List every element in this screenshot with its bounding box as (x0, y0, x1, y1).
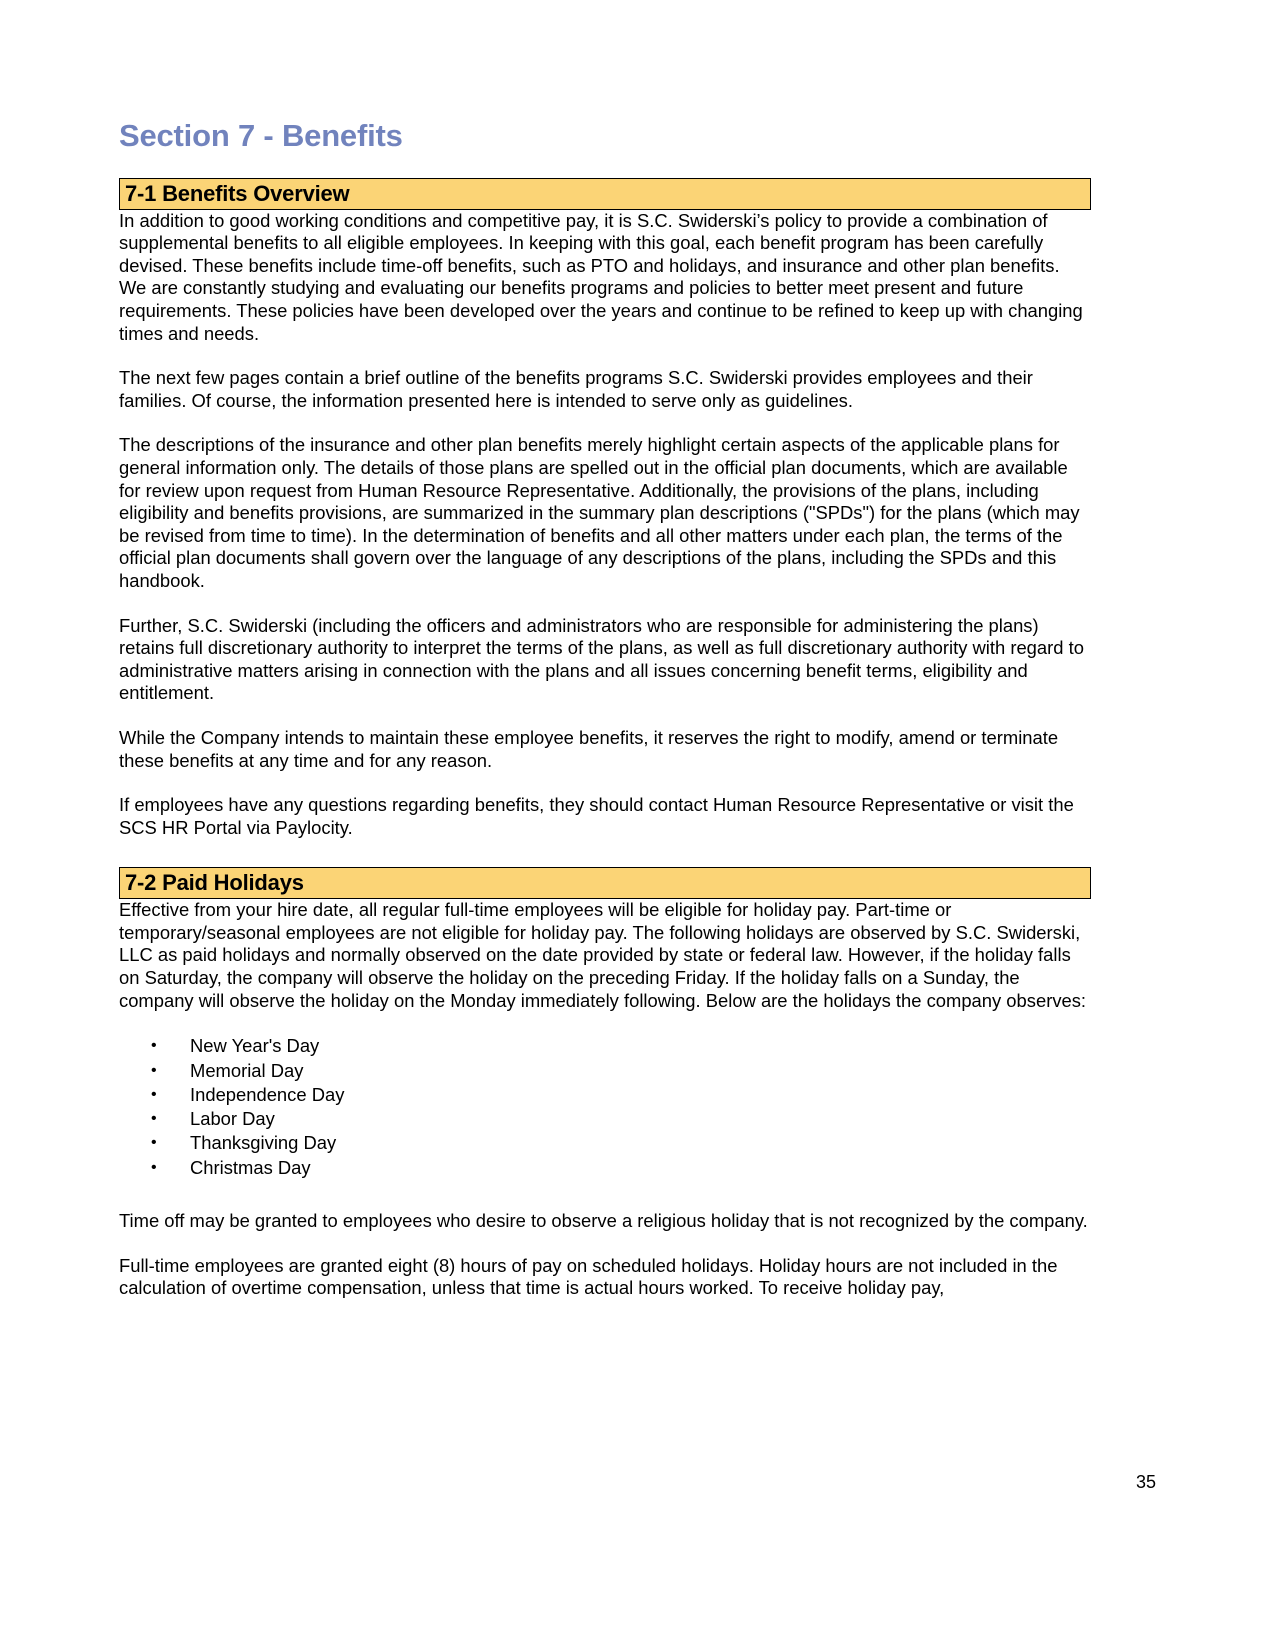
paragraph-spacer (119, 345, 1091, 367)
list-item (119, 1156, 1091, 1180)
paragraph-outline-guidelines: The next few pages contain a brief outline of the benefits programs S.C. Swiderski provides employees and their families. Of course, the information presented here is intended to serve only as guidelines. (119, 367, 1033, 411)
list-item (119, 1107, 1091, 1131)
page-content (119, 0, 1091, 1300)
paragraph-spacer (119, 772, 1091, 794)
paragraph-spacer (119, 1233, 1091, 1255)
holiday-list (119, 1034, 1091, 1180)
list-spacer (119, 1012, 1091, 1034)
bullet-icon: • (151, 1085, 157, 1103)
list-item-label: Christmas Day (190, 1156, 311, 1178)
list-item-label: New Year's Day (190, 1035, 320, 1057)
list-item (119, 1083, 1091, 1107)
paragraph-religious-holiday: Time off may be granted to employees who desire to observe a religious holiday that is not recognized by the company. (119, 1210, 1088, 1232)
section-heading-label: 7-1 Benefits Overview (125, 180, 350, 206)
bullet-icon: • (151, 1110, 157, 1128)
bullet-icon: • (151, 1037, 157, 1055)
bullet-icon: • (151, 1061, 157, 1079)
paragraph-spacer (119, 705, 1091, 727)
paragraph-spacer (119, 1180, 1091, 1210)
paragraph-modify-terminate: While the Company intends to maintain these employee benefits, it reserves the right to modify, amend or terminate these benefits at any time and for any reason. (119, 726, 1059, 771)
section-header-benefits-overview (119, 178, 1091, 210)
list-item (119, 1034, 1091, 1058)
paragraph-holiday-eligibility: Effective from your hire date, all regular full-time employees will be eligible for holiday pay. Part-time or temporary/seasonal employees are not eligible for holiday pay. The following holidays are observed by S.C. Swiderski, LLC as paid holidays and normally observed on the date provided by state or federal law. However, if the holiday falls on Saturday, the company will observe the holiday on the preceding Friday. If the holiday falls on a Sunday, the company will observe the holiday on the Monday immediately following. Below are the holidays the company observes: (119, 899, 1087, 1011)
list-item (119, 1131, 1091, 1155)
list-item (119, 1059, 1091, 1083)
section-heading-label: 7-2 Paid Holidays (125, 870, 304, 896)
bullet-icon: • (151, 1134, 157, 1152)
list-item-label: Thanksgiving Day (190, 1132, 337, 1154)
section-header-paid-holidays (119, 867, 1091, 899)
page-number: 35 (1135, 1472, 1156, 1492)
page-title: Section 7 - Benefits (119, 118, 403, 153)
paragraph-discretionary-authority: Further, S.C. Swiderski (including the officers and administrators who are responsible for administering the plans) retains full discretionary authority to interpret the terms of the plans, as well as full discretionary authority with regard to administrative matters arising in connection with the plans and all issues concerning benefit terms, eligibility and entitlement. (119, 614, 1084, 704)
list-item-label: Labor Day (190, 1108, 275, 1130)
paragraph-contact-hr: If employees have any questions regarding benefits, they should contact Human Resource Representative or visit the SCS HR Portal via Paylocity. (119, 794, 1074, 838)
list-item-label: Independence Day (190, 1083, 345, 1105)
list-item-label: Memorial Day (190, 1059, 304, 1081)
paragraph-plan-descriptions: The descriptions of the insurance and other plan benefits merely highlight certain aspects of the applicable plans for general information only. The details of those plans are spelled out in the official plan documents, which are available for review upon request from Human Resource Representative. Additionally, the provisions of the plans, including eligibility and benefits provisions, are summarized in the summary plan descriptions ("SPDs") for the plans (which may be revised from time to time). In the determination of benefits and all other matters under each plan, the terms of the official plan documents shall govern over the language of any descriptions of the plans, including the SPDs and this handbook. (119, 434, 1080, 591)
paragraph-spacer (119, 593, 1091, 615)
paragraph-holiday-hours: Full-time employees are granted eight (8) hours of pay on scheduled holidays. Holiday hours are not included in the calculation of overtime compensation, unless that time is actual hours worked. To receive holiday pay, (119, 1254, 1058, 1299)
paragraph-spacer (119, 412, 1091, 434)
bullet-icon: • (151, 1158, 157, 1176)
paragraph-benefits-intro: In addition to good working conditions and competitive pay, it is S.C. Swiderski’s policy to provide a combination of supplemental benefits to all eligible employees. In keeping with this goal, each benefit program has been carefully devised. These benefits include time-off benefits, such as PTO and holidays, and insurance and other plan benefits. We are constantly studying and evaluating our benefits programs and policies to better meet present and future requirements. These policies have been developed over the years and continue to be refined to keep up with changing times and needs. (119, 209, 1083, 344)
